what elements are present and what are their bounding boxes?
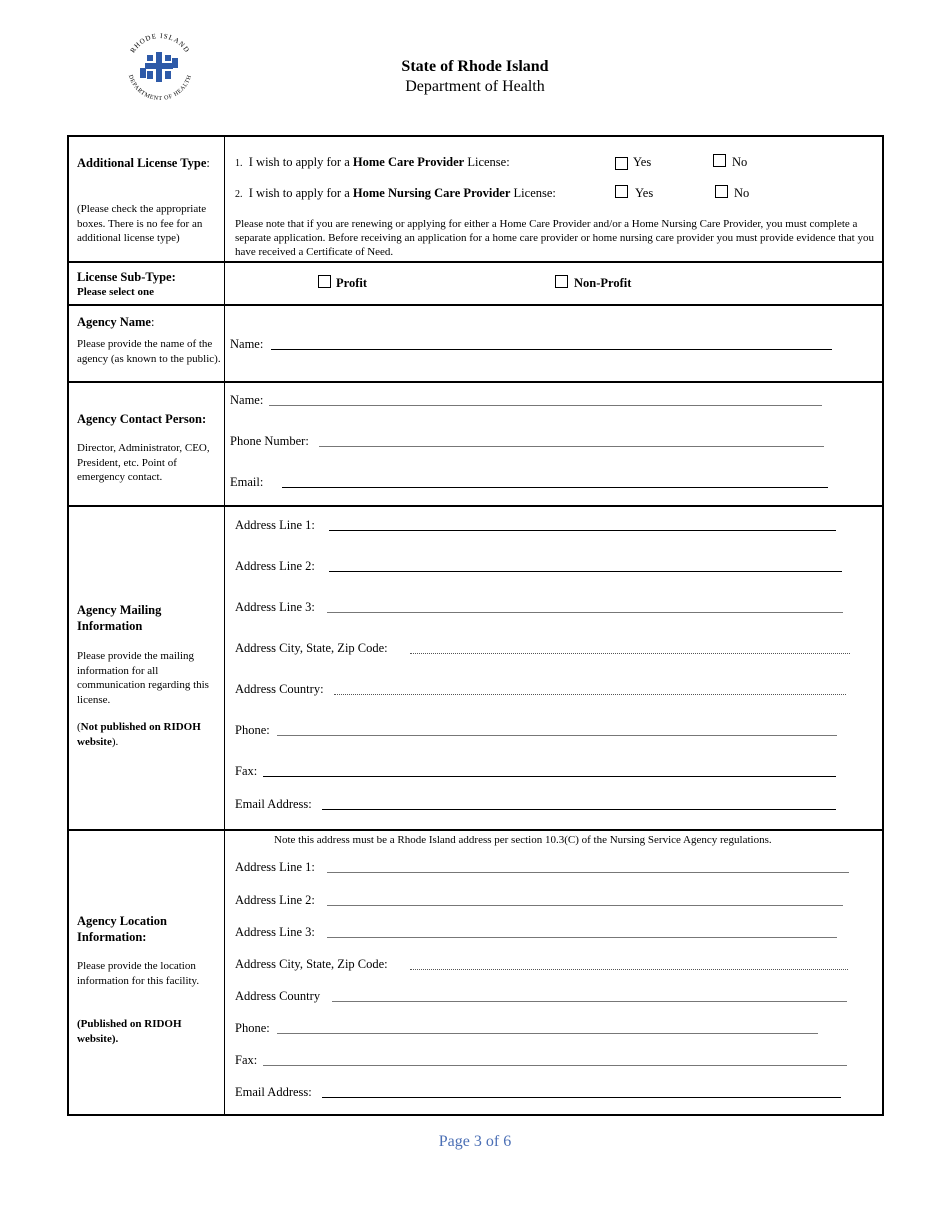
home-nursing-no-checkbox[interactable]	[715, 185, 728, 198]
license-subtype-label: License Sub-Type:	[77, 270, 176, 284]
contact-email-label: Email:	[230, 475, 264, 489]
contact-person-row	[69, 383, 882, 507]
svg-text:DEPARTMENT OF HEALTH: DEPARTMENT OF HEALTH	[126, 74, 194, 103]
home-care-no-label: No	[732, 155, 748, 169]
location-addr2-label: Address Line 2:	[235, 893, 315, 907]
svg-text:RHODE ISLAND: RHODE ISLAND	[128, 31, 192, 55]
location-addr3-label: Address Line 3:	[235, 925, 315, 939]
mailing-addr2-label: Address Line 2:	[235, 559, 315, 573]
agency-name-field-label: Name:	[230, 337, 264, 351]
mailing-addr2-input[interactable]	[329, 571, 842, 572]
agency-name-row	[69, 306, 882, 383]
page-subtitle: Department of Health	[405, 78, 545, 95]
mailing-addr3-input[interactable]	[327, 612, 843, 613]
mailing-city-input[interactable]	[410, 653, 850, 654]
home-care-yes-checkbox[interactable]	[615, 157, 628, 170]
location-info-label: Agency Location Information:	[77, 914, 167, 944]
location-fax-input[interactable]	[263, 1065, 847, 1066]
home-nursing-no-label: No	[734, 186, 750, 200]
contact-email-input[interactable]	[282, 487, 828, 488]
license-subtype-row	[69, 263, 882, 306]
location-info-help: Please provide the location information for this facility.	[77, 960, 200, 987]
contact-person-label: Agency Contact Person:	[77, 412, 207, 426]
question-home-nursing-care: 2. I wish to apply for a Home Nursing Care Provider License:	[235, 186, 556, 200]
license-form	[67, 135, 884, 1116]
contact-name-label: Name:	[230, 393, 264, 407]
nonprofit-label: Non-Profit	[574, 276, 632, 290]
location-email-label: Email Address:	[235, 1085, 312, 1099]
location-country-input[interactable]	[332, 1001, 847, 1002]
mailing-email-label: Email Address:	[235, 797, 312, 811]
mailing-phone-input[interactable]	[277, 735, 837, 736]
location-publish-note: (Published on RIDOH website).	[77, 1018, 182, 1045]
mailing-fax-label: Fax:	[235, 764, 258, 778]
nonprofit-checkbox[interactable]	[555, 275, 568, 288]
agency-name-input[interactable]	[271, 349, 832, 350]
profit-checkbox[interactable]	[318, 275, 331, 288]
mailing-addr1-label: Address Line 1:	[235, 518, 315, 532]
contact-person-help: Director, Administrator, CEO, President, etc. Point of emergency contact.	[77, 442, 210, 483]
home-nursing-yes-checkbox[interactable]	[615, 185, 628, 198]
separate-application-note: Please note that if you are renewing or applying for either a Home Care Provider and/or a Home Nursing Care Provider, you must complete a separate application. Before receiving an application for a home care provider or home nursing care provider you must provide evidence that you have received a Certificate of Need.	[235, 218, 874, 258]
location-addr1-label: Address Line 1:	[235, 860, 315, 874]
license-subtype-help: Please select one	[77, 286, 154, 298]
location-city-input[interactable]	[410, 969, 848, 970]
additional-license-label: Additional License Type:	[77, 156, 210, 170]
contact-name-input[interactable]	[269, 405, 822, 406]
location-addr1-input[interactable]	[327, 872, 849, 873]
location-info-row	[69, 831, 882, 1116]
mailing-email-input[interactable]	[322, 809, 836, 810]
location-phone-input[interactable]	[277, 1033, 818, 1034]
question-home-care: 1. I wish to apply for a Home Care Provider License:	[235, 155, 510, 169]
mailing-city-label: Address City, State, Zip Code:	[235, 641, 388, 655]
home-nursing-yes-label: Yes	[635, 186, 654, 200]
location-addr3-input[interactable]	[327, 937, 837, 938]
location-email-input[interactable]	[322, 1097, 841, 1098]
additional-license-help: (Please check the appropriate boxes. There is no fee for an additional license type)	[77, 203, 207, 244]
page-number: Page 3 of 6	[438, 1133, 512, 1150]
location-country-label: Address Country	[235, 989, 321, 1003]
location-city-label: Address City, State, Zip Code:	[235, 957, 388, 971]
profit-label: Profit	[336, 276, 368, 290]
mailing-info-help: Please provide the mailing information for all communication regarding this license.	[77, 650, 209, 706]
contact-phone-label: Phone Number:	[230, 434, 309, 448]
contact-phone-input[interactable]	[319, 446, 824, 447]
mailing-addr3-label: Address Line 3:	[235, 600, 315, 614]
mailing-publish-note: (Not published on RIDOH website).	[77, 721, 201, 748]
home-care-no-checkbox[interactable]	[713, 154, 726, 167]
mailing-fax-input[interactable]	[263, 776, 836, 777]
location-phone-label: Phone:	[235, 1021, 270, 1035]
home-care-yes-label: Yes	[633, 155, 652, 169]
mailing-country-label: Address Country:	[235, 682, 324, 696]
rhode-island-address-note: Note this address must be a Rhode Island address per section 10.3(C) of the Nursing Service Agency regulations.	[274, 834, 772, 846]
location-addr2-input[interactable]	[327, 905, 843, 906]
page-title: State of Rhode Island	[401, 58, 549, 75]
additional-license-row	[69, 137, 882, 263]
mailing-info-label: Agency Mailing Information	[77, 603, 162, 633]
location-fax-label: Fax:	[235, 1053, 258, 1067]
mailing-country-input[interactable]	[334, 694, 846, 695]
agency-name-label: Agency Name:	[77, 315, 155, 329]
agency-name-help: Please provide the name of the agency (as known to the public).	[77, 338, 221, 365]
mailing-phone-label: Phone:	[235, 723, 270, 737]
mailing-addr1-input[interactable]	[329, 530, 836, 531]
mailing-info-row	[69, 507, 882, 831]
